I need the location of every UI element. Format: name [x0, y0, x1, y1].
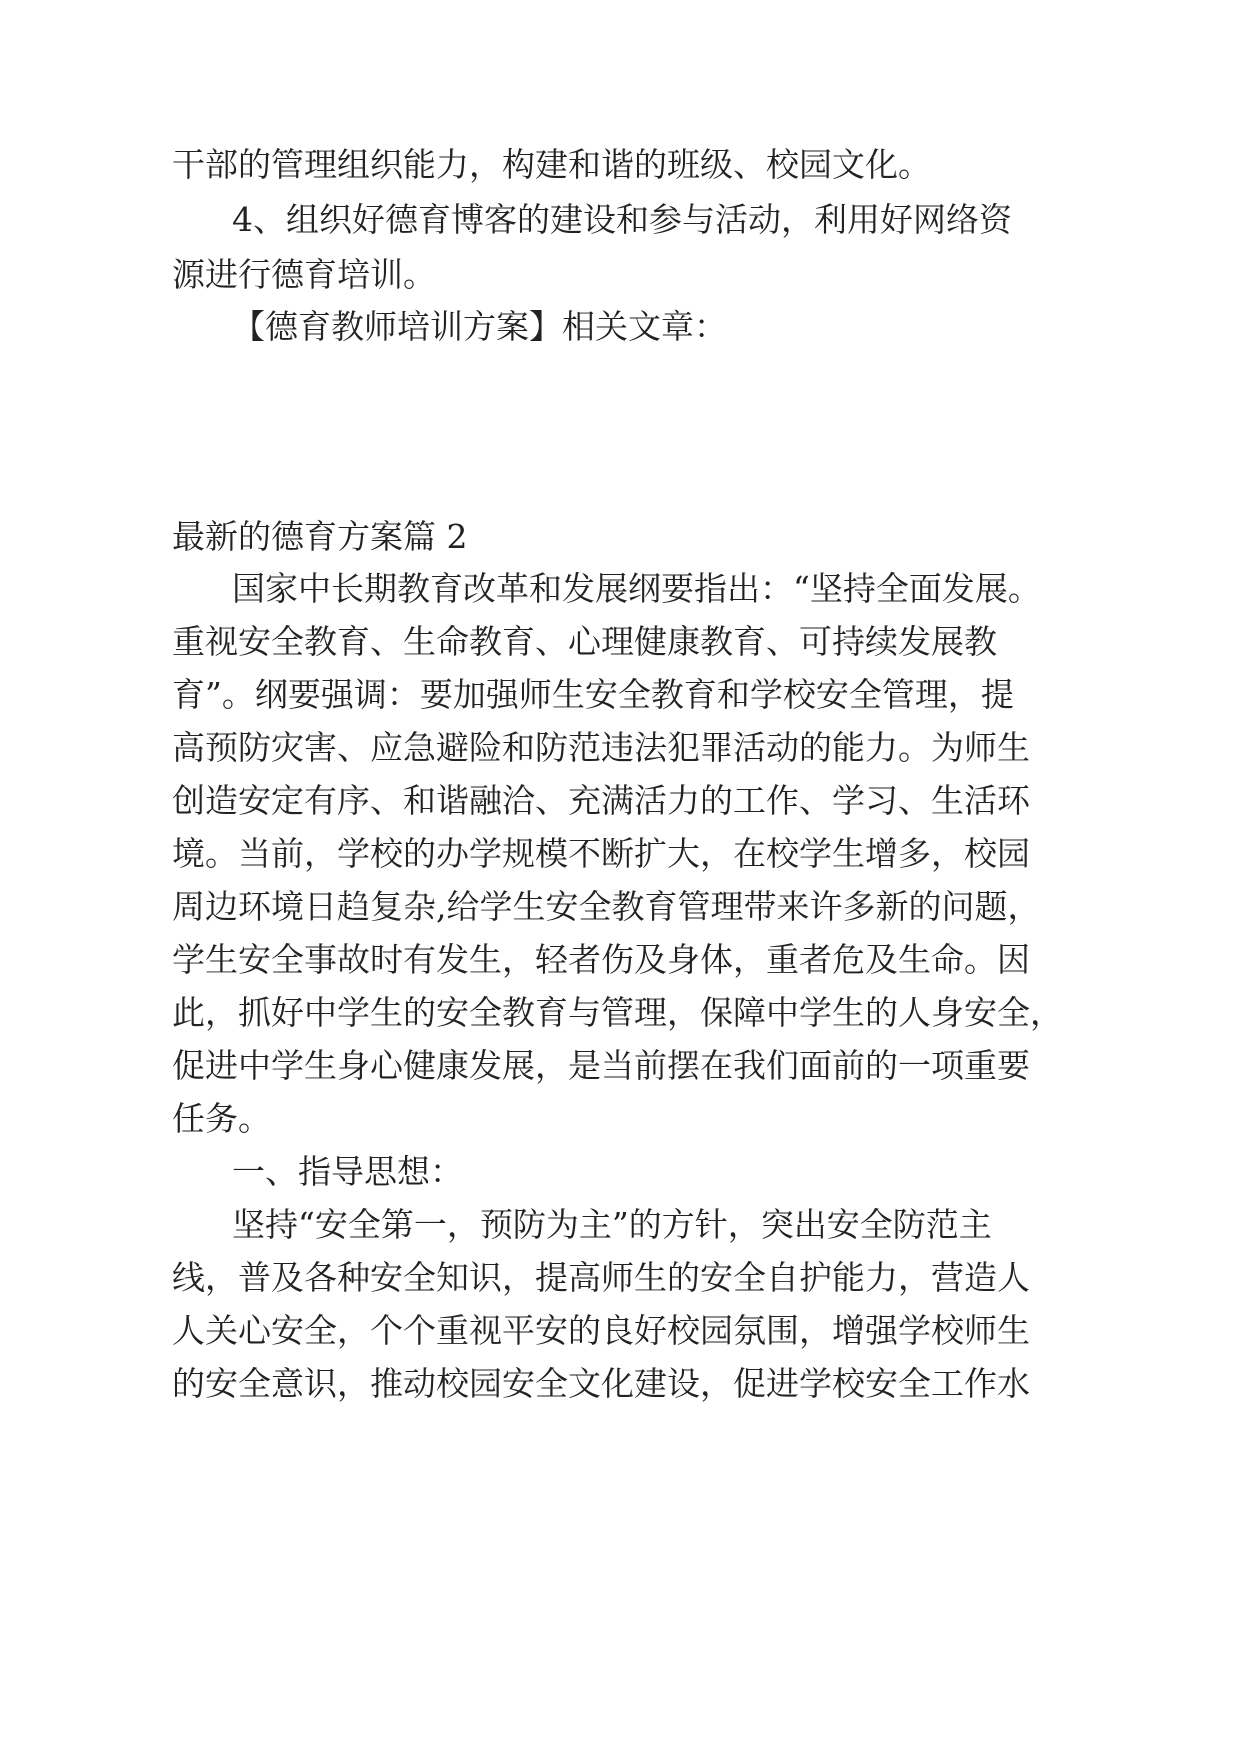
list-item-4-line: 4、组织好德育博客的建设和参与活动，利用好网络资 [232, 200, 1012, 239]
subsection-heading: 一、指导思想： [232, 1152, 463, 1191]
paragraph-line: 的安全意识，推动校园安全文化建设，促进学校安全工作水 [172, 1364, 1030, 1403]
paragraph-line: 任务。 [172, 1099, 271, 1138]
paragraph-line: 境。当前，学校的办学规模不断扩大，在校学生增多，校园 [172, 834, 1030, 873]
paragraph-line: 促进中学生身心健康发展，是当前摆在我们面前的一项重要 [172, 1046, 1030, 1085]
section-title: 最新的德育方案篇 2 [172, 517, 468, 556]
paragraph-line: 周边环境日趋复杂,给学生安全教育管理带来许多新的问题， [172, 887, 1041, 926]
paragraph-line: 线，普及各种安全知识，提高师生的安全自护能力，营造人 [172, 1258, 1030, 1297]
paragraph-line: 高预防灾害、应急避险和防范违法犯罪活动的能力。为师生 [172, 728, 1030, 767]
paragraph-line: 此，抓好中学生的安全教育与管理，保障中学生的人身安全， [172, 993, 1063, 1032]
paragraph-line: 重视安全教育、生命教育、心理健康教育、可持续发展教 [172, 622, 997, 661]
paragraph-line: 坚持“安全第一，预防为主”的方针，突出安全防范主 [232, 1205, 992, 1244]
paragraph-line: 人关心安全，个个重视平安的良好校园氛围，增强学校师生 [172, 1311, 1030, 1350]
paragraph-line: 育”。纲要强调：要加强师生安全教育和学校安全管理，提 [172, 675, 1014, 714]
paragraph-line: 创造安定有序、和谐融洽、充满活力的工作、学习、生活环 [172, 781, 1030, 820]
related-articles-heading: 【德育教师培训方案】相关文章： [232, 307, 727, 346]
paragraph-line: 国家中长期教育改革和发展纲要指出：“坚持全面发展。 [232, 569, 1041, 608]
paragraph-line: 学生安全事故时有发生，轻者伤及身体，重者危及生命。因 [172, 940, 1030, 979]
text-line: 源进行德育培训。 [172, 255, 436, 294]
text-line: 干部的管理组织能力，构建和谐的班级、校园文化。 [172, 145, 931, 184]
